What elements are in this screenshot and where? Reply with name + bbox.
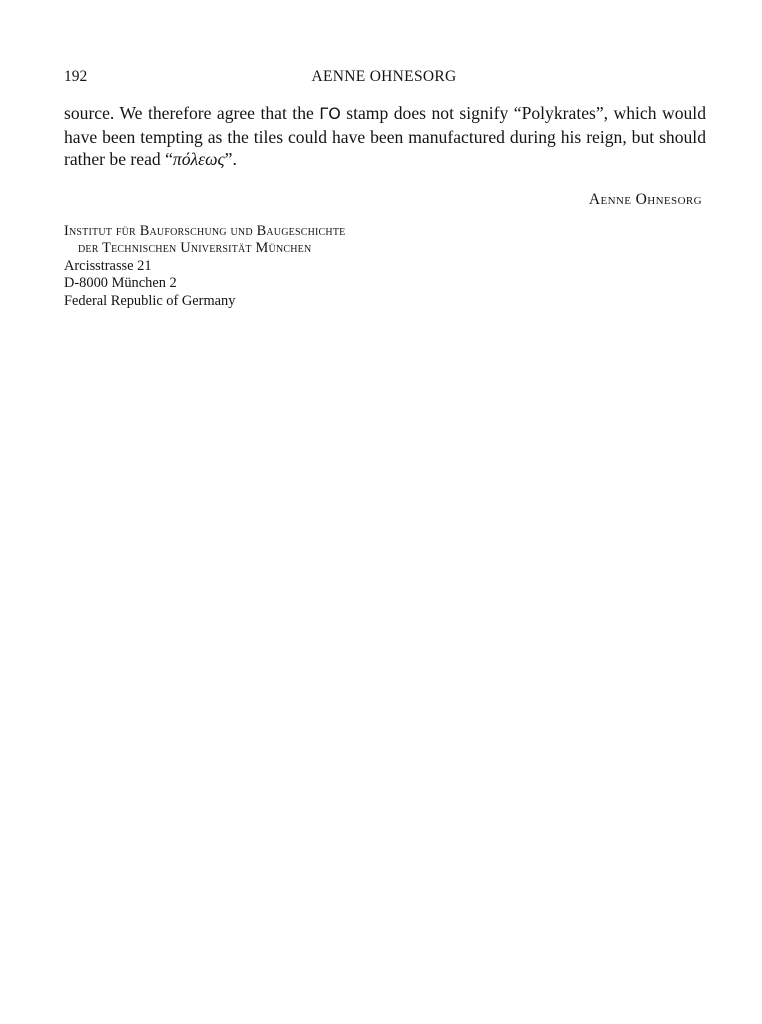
author-signature: Aenne Ohnesorg — [588, 190, 702, 208]
body-line-1 — [64, 102, 706, 126]
page — [64, 68, 704, 310]
affiliation-university: der Technischen Universität München — [78, 240, 312, 257]
affiliation-street: Arcisstrasse 21 — [64, 257, 152, 274]
affiliation-institute: Institut für Bauforschung und Baugeschichte — [64, 222, 346, 239]
author-affiliation — [64, 223, 704, 311]
running-head — [64, 68, 704, 92]
page-number: 192 — [64, 68, 88, 85]
body-text-segment: source. We therefore agree that the — [64, 103, 320, 123]
body-text-segment: ”. — [224, 149, 237, 169]
stamp-mark: ΓO — [319, 104, 341, 123]
body-text-segment: stamp does not signify “Polykrates”, which would — [340, 103, 706, 123]
affiliation-city: D-8000 München 2 — [64, 275, 177, 292]
body-text-segment: rather be read “ — [64, 149, 173, 169]
body-paragraph — [64, 102, 706, 171]
body-line-2: have been tempting as the tiles could have been manufactured during his reign, but should — [64, 126, 706, 147]
affiliation-country: Federal Republic of Germany — [64, 292, 236, 309]
running-title: AENNE OHNESORG — [311, 68, 457, 85]
greek-word: πόλεως — [172, 149, 225, 169]
body-line-3 — [64, 148, 706, 171]
